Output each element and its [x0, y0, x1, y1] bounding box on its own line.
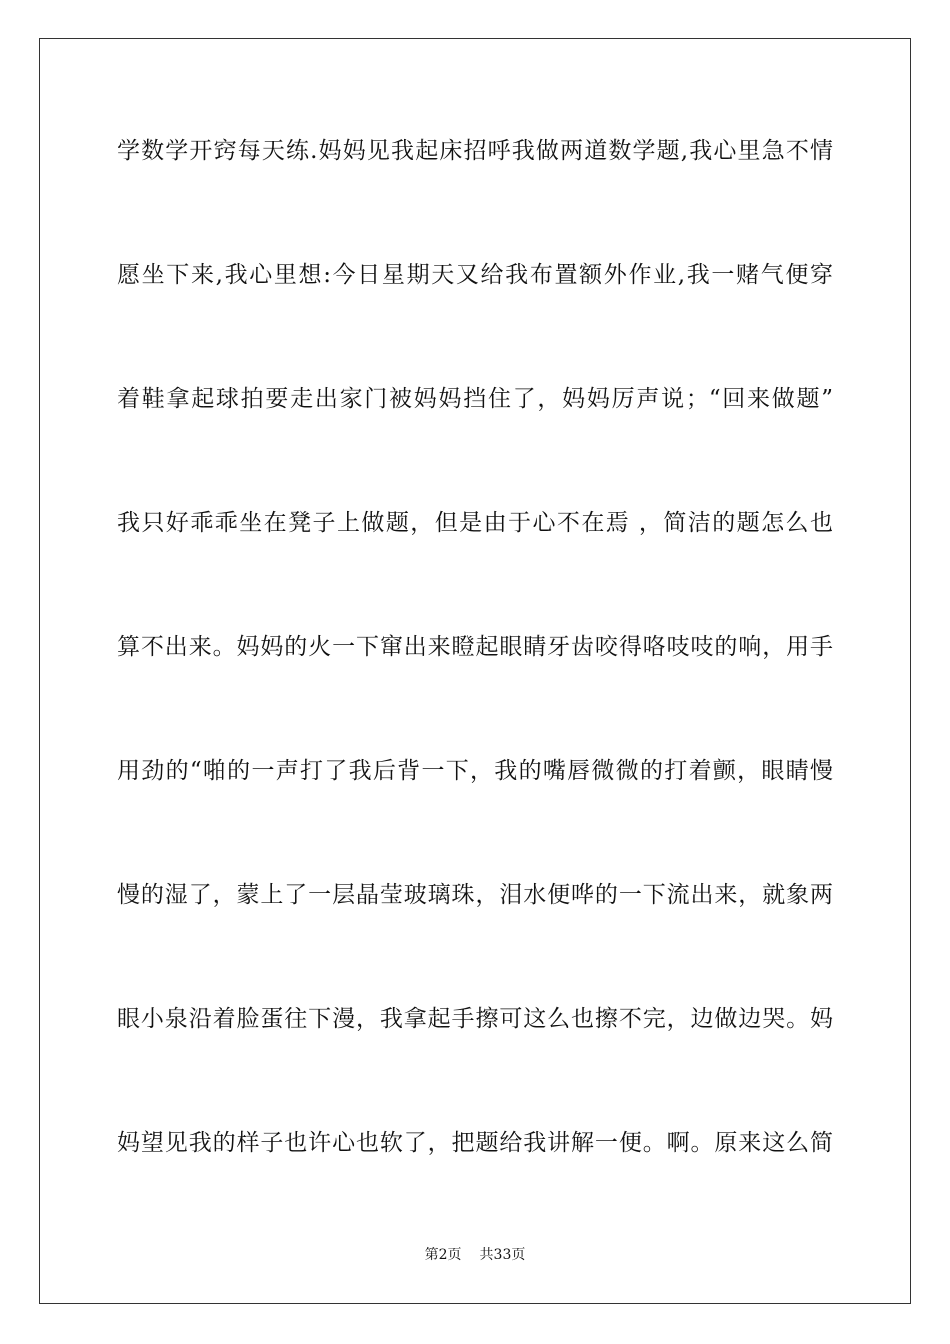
text-line-8: 眼小泉沿着脸蛋往下漫，我拿起手擦可这么也擦不完，边做边哭。妈	[117, 1006, 833, 1032]
page-total: 共33页	[479, 1247, 526, 1263]
text-line-1: 学数学开窍每天练.妈妈见我起床招呼我做两道数学题,我心里急不情	[117, 138, 833, 164]
page-footer	[0, 1246, 950, 1264]
text-line-5: 算不出来。妈妈的火一下窜出来瞪起眼睛牙齿咬得咯吱吱的响，用手	[117, 634, 833, 660]
text-line-7: 慢的湿了，蒙上了一层晶莹玻璃珠，泪水便哗的一下流出来，就象两	[117, 882, 833, 908]
text-line-9: 妈望见我的样子也许心也软了，把题给我讲解一便。啊。原来这么简	[117, 1130, 833, 1156]
text-line-6: 用劲的“啪的一声打了我后背一下，我的嘴唇微微的打着颤，眼睛慢	[117, 758, 833, 784]
text-line-2: 愿坐下来,我心里想:今日星期天又给我布置额外作业,我一赌气便穿	[117, 262, 833, 288]
page-number: 第2页	[424, 1247, 462, 1263]
text-line-4: 我只好乖乖坐在凳子上做题，但是由于心不在焉 ，简洁的题怎么也	[117, 510, 833, 536]
text-line-3: 着鞋拿起球拍要走出家门被妈妈挡住了，妈妈厉声说；“回来做题”	[117, 386, 833, 412]
page-border	[39, 38, 911, 1304]
